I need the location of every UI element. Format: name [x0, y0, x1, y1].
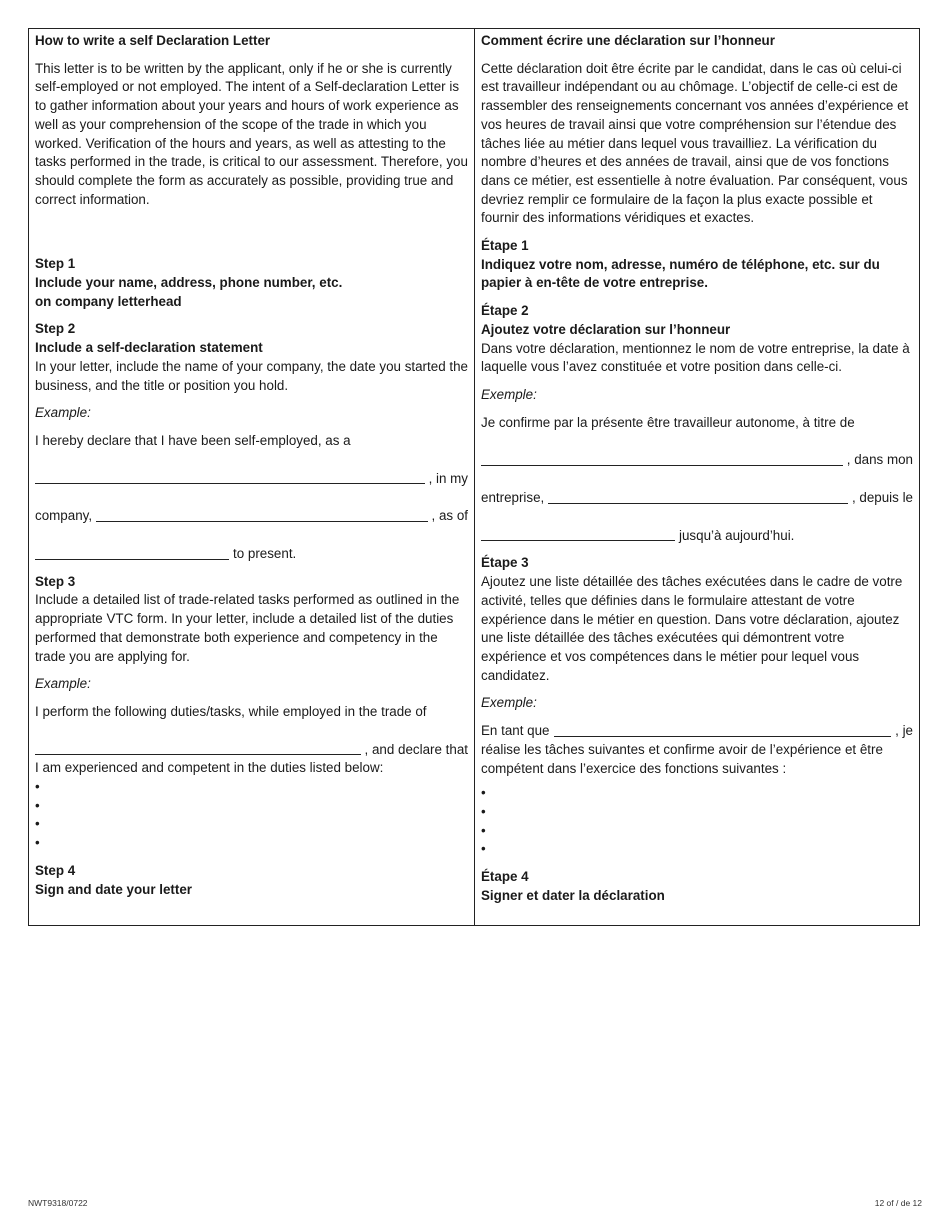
- french-step1-label: Étape 1: [481, 238, 529, 254]
- titre-blank[interactable]: [481, 452, 843, 466]
- french-step2-example: Je confirme par la présente être travailleur autonome, à titre de: [481, 414, 855, 430]
- french-step3-label: Étape 3: [481, 555, 529, 571]
- french-je: , je: [895, 723, 913, 739]
- english-example-label: Example:: [35, 405, 91, 421]
- french-duties-list: [481, 784, 913, 859]
- english-blank-line-4: [35, 741, 468, 760]
- french-step4-title: Signer et dater la déclaration: [481, 887, 665, 903]
- english-step1-label: Step 1: [35, 256, 76, 272]
- english-declare-that: , and declare that: [364, 741, 468, 757]
- english-blank-line-1: [35, 470, 468, 489]
- english-to-present: to present.: [233, 546, 297, 562]
- french-step4: [481, 868, 913, 905]
- french-title: Comment écrire une déclaration sur l’honneur: [481, 33, 775, 48]
- english-intro: This letter is to be written by the applicant, only if he or she is currently self-employed or not employed. The intent of a Self-declaration Letter is to gather information about your years and hours of work experience as well as your comprehension of the scope of the trade in which you worked. Verification of the hours and years, as well as attesting to the tasks performed in the trade, is critical to our assessment. Therefore, you should complete the form as accurately as possible, providing true and correct information.: [35, 60, 468, 207]
- list-item: [481, 784, 913, 803]
- list-item: [481, 840, 913, 859]
- list-item: [35, 778, 468, 797]
- english-step1: [35, 255, 468, 311]
- trade-blank[interactable]: [35, 470, 425, 484]
- french-step1-title: Indiquez votre nom, adresse, numéro de téléphone, etc. sur du papier à en-tête de votre entreprise.: [481, 256, 880, 291]
- english-step4-label: Step 4: [35, 862, 76, 878]
- english-step2-label: Step 2: [35, 321, 76, 337]
- french-example-label-2: Exemple:: [481, 695, 537, 711]
- french-blank-line-3: [481, 527, 913, 546]
- french-jusqua: jusqu’à aujourd’hui.: [679, 527, 795, 543]
- english-in-my: , in my: [428, 470, 468, 486]
- french-blank-line-2: [481, 489, 913, 508]
- company-blank[interactable]: [96, 508, 427, 522]
- english-as-of: , as of: [431, 508, 468, 524]
- list-item: [35, 815, 468, 834]
- english-step2-example: I hereby declare that I have been self-employed, as a: [35, 432, 351, 448]
- french-step3-body: Ajoutez une liste détaillée des tâches exécutées dans le cadre de votre activité, telles que définies dans le formulaire attestant de votre expérience dans le métier en question. Dans votre déclaration, ajoutez une liste détaillée des tâches exécutées qui démontrent votre expérience et vos compétences dans le métier pour lequel vous candidatez.: [481, 574, 903, 683]
- french-column: [474, 29, 919, 925]
- english-blank-line-2: [35, 507, 468, 526]
- list-item: [481, 803, 913, 822]
- french-step4-label: Étape 4: [481, 868, 529, 884]
- english-example-label-2: Example:: [35, 676, 91, 692]
- french-blank-line-4: [481, 722, 913, 741]
- list-item: [35, 797, 468, 816]
- english-step3: [35, 573, 468, 667]
- french-intro: Cette déclaration doit être écrite par le candidat, dans le cas où celui-ci est travailleur indépendant ou au chômage. L’objectif de celle-ci est de rassembler des renseignements concernant vos années d’expérience et vos heures de travail ainsi que votre compréhension sur l’étendue des tâches liée au métier dans lequel vous travailliez. La vérification du nombre d’heures et des années de travail, ainsi que de vos fonctions dans ce métier, est essentielle à notre évaluation. Par conséquent, vous devriez remplir ce formulaire de la façon la plus exacte possible et fournir des informations véridiques et exactes.: [481, 60, 909, 226]
- french-step2-title: Ajoutez votre déclaration sur l’honneur: [481, 321, 731, 337]
- english-step2-title: Include a self-declaration statement: [35, 340, 263, 356]
- french-blank-line-1: [481, 451, 913, 470]
- french-step2-body: Dans votre déclaration, mentionnez le nom de votre entreprise, la date à laquelle vous l’avez constituée et votre position dans celle-ci.: [481, 340, 910, 375]
- metier-blank[interactable]: [554, 723, 892, 737]
- list-item: [481, 822, 913, 841]
- english-step3-example: I perform the following duties/tasks, while employed in the trade of: [35, 703, 427, 719]
- english-company-prefix: company,: [35, 508, 93, 524]
- english-experienced-line: I am experienced and competent in the duties listed below:: [35, 760, 384, 776]
- french-step3: [481, 554, 913, 685]
- english-step4-title: Sign and date your letter: [35, 881, 192, 897]
- english-blank-line-3: [35, 545, 468, 564]
- french-step1: [481, 237, 913, 293]
- english-title: How to write a self Declaration Letter: [35, 33, 271, 48]
- french-example-label: Exemple:: [481, 386, 537, 402]
- list-item: [35, 834, 468, 853]
- form-code: NWT9318/0722: [28, 1198, 88, 1208]
- english-step2: [35, 320, 468, 395]
- english-step2-body: In your letter, include the name of your company, the date you started the business, and the title or position you hold.: [35, 358, 468, 393]
- english-step3-label: Step 3: [35, 573, 76, 589]
- english-step1-title: Include your name, address, phone number, etc. on company letterhead: [35, 275, 343, 309]
- entreprise-blank[interactable]: [548, 490, 848, 504]
- page-number: 12 of / de 12: [874, 1198, 922, 1208]
- english-duties-list: [35, 778, 468, 853]
- french-step3-example-rest: réalise les tâches suivantes et confirme avoir de l’expérience et être compétent dans l’exercice des fonctions suivantes :: [481, 741, 883, 776]
- english-step4: [35, 862, 468, 899]
- start-date-blank[interactable]: [35, 546, 229, 560]
- french-depuis: , depuis le: [851, 490, 913, 506]
- french-entreprise-prefix: entreprise,: [481, 490, 545, 506]
- trade-of-blank[interactable]: [35, 741, 361, 755]
- french-step2-label: Étape 2: [481, 303, 529, 319]
- french-dans-mon: , dans mon: [846, 452, 913, 468]
- date-debut-blank[interactable]: [481, 527, 675, 541]
- french-en-tant-que: En tant que: [481, 723, 550, 739]
- instructions-table: [28, 28, 920, 926]
- french-step2: [481, 302, 913, 377]
- english-column: [29, 29, 474, 925]
- english-step3-body: Include a detailed list of trade-related tasks performed as outlined in the appropriate VTC form. In your letter, include a detailed list of the duties performed that demonstrate both experience and competency in the trade you are applying for.: [35, 592, 460, 664]
